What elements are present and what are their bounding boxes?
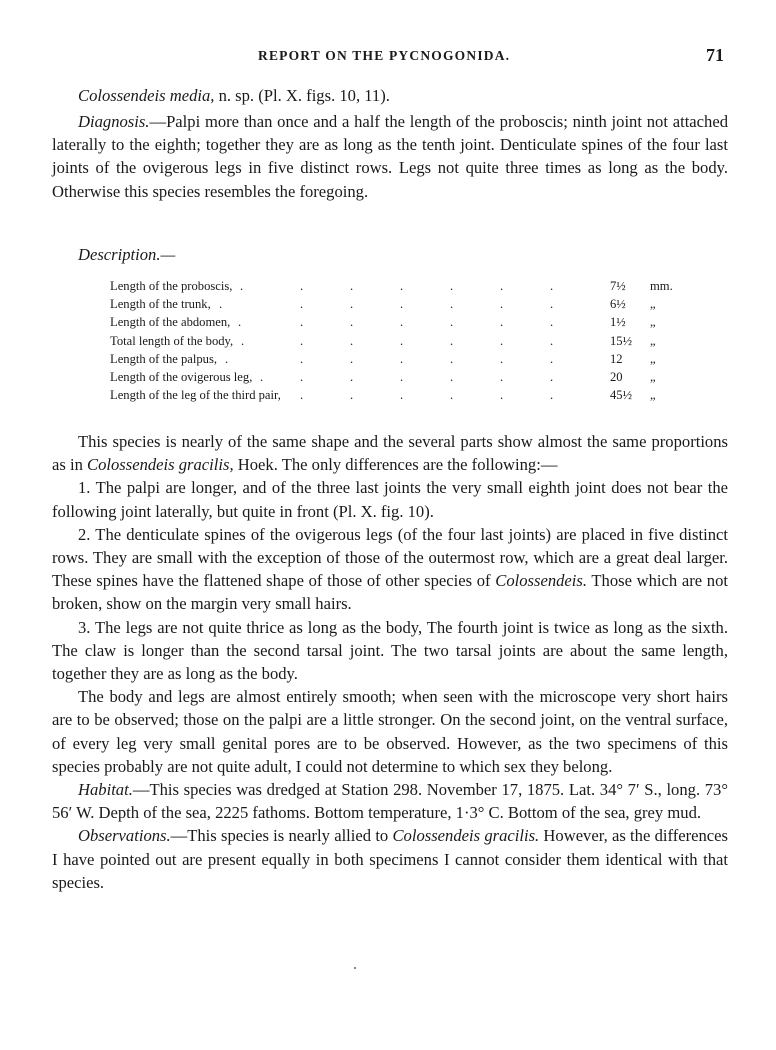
comparison-point-2-text-2: Those which are not broken, show on the margin very small hairs. [52, 571, 729, 614]
leader-dot: . [219, 297, 223, 312]
comparison-intro-text: This species is nearly of the same shape and the several parts show almost the same proportions as in [52, 432, 728, 475]
leader-dot: . [450, 279, 454, 293]
leader-dot: . [550, 279, 554, 293]
observations-text: —This species is nearly allied to [170, 826, 393, 846]
measurement-row [110, 295, 675, 313]
print-speck [354, 967, 356, 969]
leader-dot: . [241, 333, 245, 348]
measurement-value: 7½ [610, 279, 626, 293]
leader-dot: . [450, 315, 454, 330]
measurement-unit: „ [650, 369, 656, 384]
leader-dot: . [550, 315, 554, 330]
leader-dot: . [350, 333, 354, 348]
observations-paragraph [52, 824, 728, 894]
leader-dot: . [400, 369, 404, 384]
leader-dot: . [300, 388, 304, 403]
measurement-label: Length of the proboscis, [110, 279, 233, 293]
habitat-label: Habitat. [78, 780, 133, 800]
leader-dot: . [350, 369, 354, 384]
measurement-row [110, 332, 675, 350]
observations-species: Colossendeis gracilis. [392, 826, 540, 846]
leader-dot: . [300, 279, 304, 293]
comparison-intro-text-2: Hoek. The only differences are the following:— [233, 455, 558, 475]
leader-dot: . [400, 279, 404, 293]
species-heading [78, 86, 390, 106]
measurement-table [110, 277, 675, 404]
measurement-row [110, 313, 675, 331]
measurement-unit: „ [650, 351, 656, 366]
measurement-value: 1½ [610, 315, 626, 330]
measurement-unit: „ [650, 297, 656, 312]
measurement-row [110, 277, 675, 295]
leader-dot: . [240, 279, 244, 293]
measurement-value: 6½ [610, 297, 626, 312]
measurement-value: 12 [610, 351, 623, 366]
measurement-label: Total length of the body, [110, 333, 234, 348]
comparison-point-2 [52, 523, 728, 616]
leader-dot: . [550, 369, 554, 384]
observations-text-2: However, as the differences I have pointed out are present equally in both specimens I cannot consider them identical with that species. [52, 826, 728, 892]
comparison-section [52, 430, 728, 894]
comparison-point-2-text: 2. The denticulate spines of the ovigerous legs (of the four last joints) are placed in five distinct rows. They are small with the exception of those of the outermost row, which are a great deal larger. These spines have the flattened shape of those of other species of [52, 524, 728, 591]
measurement-row [110, 350, 675, 368]
leader-dot: . [500, 297, 504, 312]
leader-dot: . [300, 369, 304, 384]
leader-dot: . [400, 388, 404, 403]
description-heading: Description.— [78, 245, 176, 264]
leader-dot: . [260, 369, 264, 384]
measurement-label: Length of the palpus, [110, 351, 218, 366]
leader-dot: . [550, 388, 554, 403]
leader-dot: . [450, 333, 454, 348]
leader-dot: . [400, 333, 404, 348]
leader-dot: . [300, 315, 304, 330]
leader-dot: . [450, 388, 454, 403]
leader-dot: . [225, 351, 229, 366]
leader-dot: . [550, 297, 554, 312]
leader-dot: . [400, 315, 404, 330]
diagnosis-label: Diagnosis. [78, 112, 150, 131]
measurement-label: Length of the abdomen, [110, 315, 231, 330]
species-suffix: n. sp. (Pl. X. figs. 10, 11). [214, 86, 390, 105]
leader-dot: . [500, 369, 504, 384]
leader-dot: . [500, 279, 504, 293]
leader-dot: . [500, 315, 504, 330]
observations-label: Observations. [78, 826, 171, 846]
leader-dot: . [550, 351, 554, 366]
comparison-intro-species: Colossendeis gracilis, [87, 455, 234, 475]
habitat-text: —This species was dredged at Station 298. November 17, 1875. Lat. 34° 7′ S., long. 73° 56′ W. Depth of the sea, 2225 fathoms. Bottom temperature, 1·3° C. Bottom of the sea, grey mud. [52, 780, 728, 823]
leader-dot: . [500, 333, 504, 348]
measurement-unit: „ [650, 315, 656, 330]
leader-dot: . [350, 315, 354, 330]
diagnosis-paragraph [52, 110, 728, 203]
measurement-value: 45½ [610, 388, 633, 403]
leader-dot: . [500, 351, 504, 366]
measurement-row [110, 386, 675, 404]
measurement-label: Length of the ovigerous leg, [110, 369, 253, 384]
comparison-intro [52, 430, 728, 476]
measurement-unit: „ [650, 333, 656, 348]
leader-dot: . [400, 351, 404, 366]
leader-dot: . [350, 279, 354, 293]
leader-dot: . [300, 333, 304, 348]
leader-dot: . [450, 369, 454, 384]
habitat-paragraph [52, 778, 728, 824]
body-smoothness-paragraph: The body and legs are almost entirely smooth; when seen with the microscope very short hairs are to be observed; those on the palpi are a little stronger. On the second joint, on the ventral surface, of every leg very small genital pores are to be observed. However, as the two specimens of this species probably are not quite adult, I could not determine to which sex they belong. [52, 687, 728, 776]
leader-dot: . [350, 388, 354, 403]
measurement-label: Length of the leg of the third pair, [110, 388, 281, 403]
comparison-point-3: 3. The legs are not quite thrice as long as the body, The fourth joint is twice as long as the sixth. The claw is longer than the second tarsal joint. The two tarsal joints are about the same length, together they are as long as the body. [52, 617, 728, 684]
measurement-value: 20 [610, 369, 623, 384]
measurement-unit: „ [650, 388, 656, 403]
leader-dot: . [450, 351, 454, 366]
leader-dot: . [450, 297, 454, 312]
leader-dot: . [300, 297, 304, 312]
page-number: 71 [706, 45, 724, 65]
measurement-row [110, 368, 675, 386]
leader-dot: . [350, 297, 354, 312]
measurement-value: 15½ [610, 333, 633, 348]
running-title: REPORT ON THE PYCNOGONIDA. [258, 48, 511, 63]
leader-dot: . [350, 351, 354, 366]
species-name: Colossendeis media, [78, 86, 215, 105]
diagnosis-text: —Palpi more than once and a half the length of the proboscis; ninth joint not attached laterally to the eighth; together they are as long as the tenth joint. Denticulate spines of the four last joints of the ovigerous legs in five distinct rows. Legs not quite three times as long as the body. Otherwise this species resembles the foregoing. [52, 112, 728, 201]
leader-dot: . [238, 315, 242, 330]
comparison-point-1: 1. The palpi are longer, and of the three last joints the very small eighth joint does not bear the following joint laterally, but quite in front (Pl. X. fig. 10). [52, 478, 728, 521]
leader-dot: . [400, 297, 404, 312]
leader-dot: . [300, 351, 304, 366]
leader-dot: . [500, 388, 504, 403]
leader-dot: . [550, 333, 554, 348]
measurement-label: Length of the trunk, [110, 297, 211, 312]
measurement-unit: mm. [650, 279, 673, 293]
comparison-point-2-genus: Colossendeis. [495, 571, 587, 591]
